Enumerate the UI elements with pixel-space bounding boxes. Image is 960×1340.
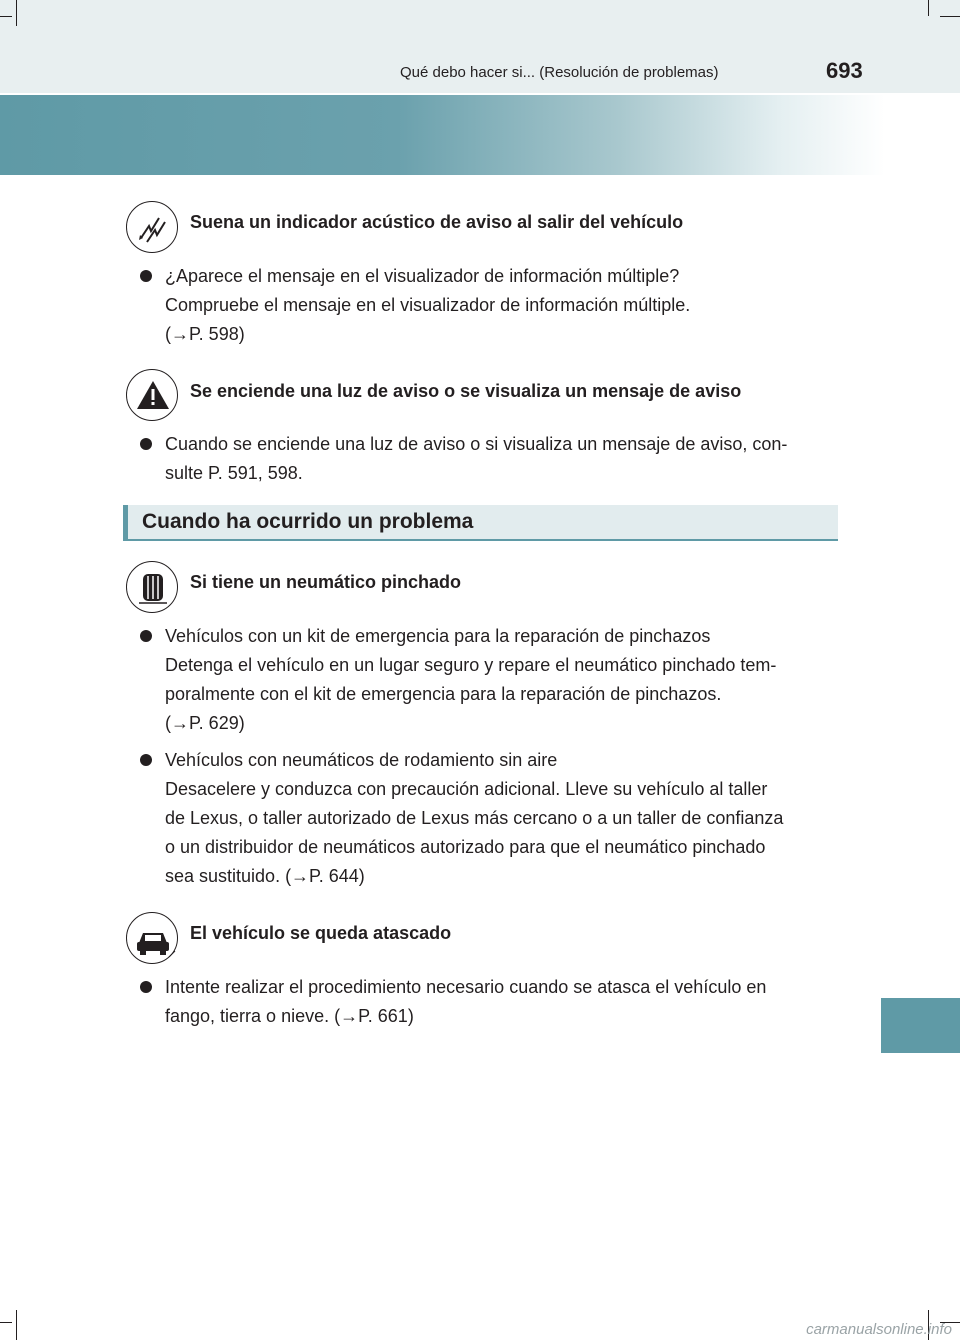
bullet: [140, 438, 152, 450]
page-number: 693: [826, 58, 863, 83]
text-line: Intente realizar el procedimiento necesario cuando se atasca el vehículo en: [165, 977, 767, 997]
text-line: ¿Aparece el mensaje en el visualizador de información múltiple?: [165, 266, 680, 286]
electric-shock-warning-icon: [126, 201, 178, 253]
crop-mark-bottom-left-v: [16, 1310, 17, 1340]
text-line: Detenga el vehículo en un lugar seguro y repare el neumático pinchado tem-: [165, 655, 777, 675]
text-line: o un distribuidor de neumáticos autorizado para que el neumático pinchado: [165, 837, 766, 857]
bullet-text: [165, 430, 831, 488]
crop-mark-top-left-h: [0, 16, 12, 17]
bullet-text: [165, 746, 831, 891]
bullet: [140, 630, 152, 642]
bullet: [140, 981, 152, 993]
text-line: Vehículos con neumáticos de rodamiento sin aire: [165, 750, 558, 770]
heading-stuck-vehicle: El vehículo se queda atascado: [190, 923, 452, 943]
crop-mark-top-right-v: [928, 0, 929, 16]
bullet: [140, 270, 152, 282]
chapter-gradient-band: [0, 95, 885, 175]
heading-flat-tire: Si tiene un neumático pinchado: [190, 572, 462, 592]
heading-warning-buzzer: Suena un indicador acústico de aviso al salir del vehículo: [190, 212, 684, 232]
text-line: de Lexus, o taller autorizado de Lexus más cercano o a un taller de confianza: [165, 808, 784, 828]
flat-tire-icon: [126, 561, 178, 613]
text-line: Compruebe el mensaje en el visualizador de información múltiple.: [165, 295, 691, 315]
gradient-band-end: [885, 95, 960, 175]
bullet-text: [165, 973, 831, 1031]
text-line: poralmente con el kit de emergencia para la reparación de pinchazos.: [165, 684, 722, 704]
watermark: carmanualsonline.info: [806, 1321, 952, 1338]
bullet-text: [165, 622, 831, 738]
crop-mark-top-left-v: [16, 0, 17, 26]
crop-mark-bottom-left-h: [0, 1322, 12, 1323]
bullet-text: [165, 262, 831, 349]
text-line: Desacelere y conduzca con precaución adicional. Lleve su vehículo al taller: [165, 779, 768, 799]
heading-warning-light: Se enciende una luz de aviso o se visualiza un mensaje de aviso: [190, 381, 742, 401]
chapter-side-tab: [881, 998, 960, 1053]
text-line: sulte P. 591, 598.: [165, 463, 303, 483]
crop-mark-top-right-h: [940, 16, 960, 17]
section-heading-bar: [123, 505, 838, 541]
text-line: Cuando se enciende una luz de aviso o si visualiza un mensaje de aviso, con-: [165, 434, 788, 454]
exclamation-warning-icon: [126, 369, 178, 421]
running-head: Qué debo hacer si... (Resolución de problemas): [400, 64, 719, 81]
stuck-vehicle-icon: [126, 912, 178, 964]
section-title: Cuando ha ocurrido un problema: [142, 510, 474, 533]
page-reference: (→P. 598): [165, 324, 245, 344]
text-line: sea sustituido. (→P. 644): [165, 866, 365, 886]
page-reference: (→P. 629): [165, 713, 245, 733]
bullet: [140, 754, 152, 766]
text-line: Vehículos con un kit de emergencia para la reparación de pinchazos: [165, 626, 711, 646]
text-line: fango, tierra o nieve. (→P. 661): [165, 1006, 414, 1026]
